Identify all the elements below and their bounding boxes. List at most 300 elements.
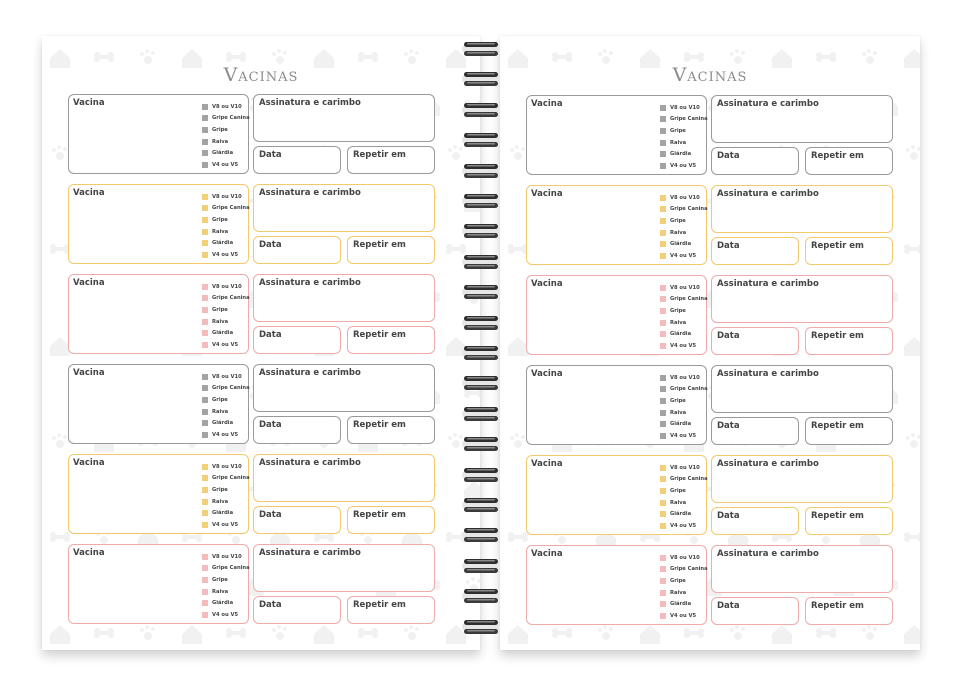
paw-icon	[404, 625, 419, 640]
vaccine-option[interactable]	[660, 587, 708, 599]
signature-field[interactable]	[253, 274, 435, 322]
date-field[interactable]	[253, 506, 341, 534]
page-title: Vacinas	[223, 64, 299, 86]
option-label: Gripe	[670, 127, 686, 134]
option-checkbox[interactable]	[202, 409, 208, 415]
spiral-ring-icon	[461, 222, 501, 240]
vaccine-option[interactable]	[660, 294, 708, 306]
option-label: V4 ou V5	[670, 342, 697, 349]
date-label: Data	[259, 330, 282, 340]
option-label: Raiva	[670, 229, 687, 236]
repeat-field[interactable]	[347, 146, 435, 174]
option-checkbox[interactable]	[660, 285, 666, 291]
vaccine-field[interactable]	[68, 544, 249, 624]
option-checkbox[interactable]	[202, 217, 208, 223]
vaccine-option[interactable]	[202, 113, 250, 125]
vaccine-option[interactable]	[202, 339, 250, 351]
signature-field[interactable]	[711, 185, 893, 233]
vaccine-option[interactable]	[202, 507, 250, 519]
repeat-field[interactable]	[347, 236, 435, 264]
spiral-binding	[461, 40, 501, 648]
option-checkbox[interactable]	[202, 139, 208, 145]
date-label: Data	[259, 420, 282, 430]
vaccine-option[interactable]	[202, 136, 250, 148]
vaccine-option[interactable]	[660, 102, 708, 114]
option-checkbox[interactable]	[202, 205, 208, 211]
vaccine-option[interactable]	[660, 575, 708, 587]
option-checkbox[interactable]	[202, 115, 208, 121]
option-checkbox[interactable]	[660, 206, 666, 212]
option-checkbox[interactable]	[660, 343, 666, 349]
option-checkbox[interactable]	[660, 195, 666, 201]
option-checkbox[interactable]	[202, 240, 208, 246]
signature-field[interactable]	[253, 94, 435, 142]
option-label: Gripe Canina	[670, 386, 708, 393]
option-checkbox[interactable]	[202, 589, 208, 595]
vaccine-label: Vacina	[73, 98, 105, 108]
option-label: Gripe Canina	[670, 296, 708, 303]
vaccine-option[interactable]	[660, 238, 708, 250]
vaccine-option[interactable]	[660, 192, 708, 204]
vaccine-option[interactable]	[660, 462, 708, 474]
vaccine-label: Vacina	[73, 188, 105, 198]
option-checkbox[interactable]	[202, 342, 208, 348]
option-checkbox[interactable]	[202, 510, 208, 516]
vaccine-option[interactable]	[202, 124, 250, 136]
bone-icon	[358, 52, 378, 62]
signature-label: Assinatura e carimbo	[717, 549, 819, 559]
option-checkbox[interactable]	[202, 554, 208, 560]
page-title: Vacinas	[672, 64, 748, 86]
date-label: Data	[717, 151, 740, 161]
spiral-ring-icon	[461, 40, 501, 58]
option-label: Giárdia	[212, 510, 234, 517]
vaccine-options	[660, 372, 708, 442]
vaccine-option[interactable]	[660, 520, 708, 532]
vaccine-option[interactable]	[660, 598, 708, 610]
option-label: Gripe	[670, 577, 686, 584]
vaccine-option[interactable]	[660, 485, 708, 497]
option-checkbox[interactable]	[660, 308, 666, 314]
option-checkbox[interactable]	[202, 385, 208, 391]
vaccine-option[interactable]	[202, 394, 250, 406]
option-checkbox[interactable]	[660, 566, 666, 572]
option-checkbox[interactable]	[202, 104, 208, 110]
date-field[interactable]	[253, 416, 341, 444]
paw-icon	[906, 433, 920, 448]
vaccine-option[interactable]	[202, 281, 250, 293]
repeat-label: Repetir em	[811, 421, 864, 431]
repeat-field[interactable]	[805, 147, 893, 175]
option-checkbox[interactable]	[202, 150, 208, 156]
date-field[interactable]	[711, 417, 799, 445]
option-label: Raiva	[212, 588, 229, 595]
option-label: Giárdia	[212, 420, 234, 427]
option-checkbox[interactable]	[202, 307, 208, 313]
vaccine-field[interactable]	[68, 94, 249, 174]
vaccine-option[interactable]	[660, 430, 708, 442]
vaccine-field[interactable]	[526, 545, 707, 625]
option-checkbox[interactable]	[660, 500, 666, 506]
option-label: Raiva	[212, 408, 229, 415]
vaccine-option[interactable]	[660, 328, 708, 340]
vaccine-option[interactable]	[660, 384, 708, 396]
paw-icon	[598, 625, 613, 640]
option-label: Gripe	[670, 397, 686, 404]
repeat-field[interactable]	[805, 237, 893, 265]
vaccine-option[interactable]	[202, 191, 250, 203]
vaccine-option[interactable]	[660, 305, 708, 317]
repeat-field[interactable]	[805, 507, 893, 535]
option-checkbox[interactable]	[660, 590, 666, 596]
signature-label: Assinatura e carimbo	[717, 369, 819, 379]
option-label: Giárdia	[670, 331, 692, 338]
option-checkbox[interactable]	[660, 410, 666, 416]
vaccine-field[interactable]	[526, 455, 707, 535]
option-checkbox[interactable]	[202, 127, 208, 133]
vaccine-option[interactable]	[660, 215, 708, 227]
spiral-ring-icon	[461, 618, 501, 636]
paw-icon	[404, 49, 419, 64]
option-checkbox[interactable]	[660, 555, 666, 561]
date-field[interactable]	[711, 237, 799, 265]
paw-icon	[730, 49, 745, 64]
vaccine-option[interactable]	[660, 497, 708, 509]
option-label: V4 ou V5	[212, 431, 239, 438]
repeat-field[interactable]	[347, 416, 435, 444]
bone-icon	[904, 532, 920, 542]
repeat-field[interactable]	[347, 506, 435, 534]
left-page	[42, 36, 480, 650]
vaccine-option[interactable]	[202, 519, 250, 531]
vaccine-option[interactable]	[202, 563, 250, 575]
vaccine-option[interactable]	[202, 586, 250, 598]
paw-icon	[730, 625, 745, 640]
vaccine-option[interactable]	[202, 551, 250, 563]
vaccine-option[interactable]	[660, 125, 708, 137]
option-checkbox[interactable]	[202, 420, 208, 426]
option-label: V8 ou V10	[670, 554, 700, 561]
option-checkbox[interactable]	[202, 600, 208, 606]
vaccine-label: Vacina	[73, 368, 105, 378]
vaccine-options	[202, 371, 250, 441]
option-checkbox[interactable]	[660, 601, 666, 607]
option-checkbox[interactable]	[202, 229, 208, 235]
vaccine-option[interactable]	[202, 226, 250, 238]
vaccine-option[interactable]	[202, 293, 250, 305]
bone-icon	[50, 532, 70, 542]
paw-icon	[52, 433, 67, 448]
vaccine-option[interactable]	[202, 597, 250, 609]
option-checkbox[interactable]	[202, 487, 208, 493]
option-label: Gripe	[212, 486, 228, 493]
signature-field[interactable]	[711, 365, 893, 413]
signature-field[interactable]	[711, 545, 893, 593]
vaccine-option[interactable]	[660, 474, 708, 486]
vaccine-field[interactable]	[526, 185, 707, 265]
vaccine-field[interactable]	[526, 365, 707, 445]
paw-icon	[862, 625, 877, 640]
date-field[interactable]	[711, 327, 799, 355]
vaccine-field[interactable]	[526, 95, 707, 175]
repeat-label: Repetir em	[353, 600, 406, 610]
vaccine-option[interactable]	[202, 484, 250, 496]
spiral-ring-icon	[461, 253, 501, 271]
option-checkbox[interactable]	[202, 162, 208, 168]
option-checkbox[interactable]	[660, 218, 666, 224]
vaccine-option[interactable]	[660, 564, 708, 576]
option-checkbox[interactable]	[660, 398, 666, 404]
repeat-field[interactable]	[347, 326, 435, 354]
vaccine-option[interactable]	[660, 407, 708, 419]
repeat-label: Repetir em	[811, 331, 864, 341]
date-field[interactable]	[711, 597, 799, 625]
repeat-field[interactable]	[805, 327, 893, 355]
option-checkbox[interactable]	[202, 464, 208, 470]
option-label: V8 ou V10	[212, 193, 242, 200]
option-checkbox[interactable]	[660, 128, 666, 134]
vaccine-option[interactable]	[202, 461, 250, 473]
date-label: Data	[259, 510, 282, 520]
vaccine-option[interactable]	[660, 148, 708, 160]
vaccine-option[interactable]	[202, 327, 250, 339]
option-checkbox[interactable]	[202, 397, 208, 403]
vaccine-option[interactable]	[202, 496, 250, 508]
date-label: Data	[717, 511, 740, 521]
option-checkbox[interactable]	[202, 475, 208, 481]
option-checkbox[interactable]	[660, 465, 666, 471]
spiral-ring-icon	[461, 466, 501, 484]
option-checkbox[interactable]	[660, 296, 666, 302]
paw-icon	[272, 625, 287, 640]
option-checkbox[interactable]	[660, 105, 666, 111]
spiral-ring-icon	[461, 101, 501, 119]
doghouse-icon	[508, 625, 528, 644]
vaccine-option[interactable]	[202, 371, 250, 383]
option-checkbox[interactable]	[202, 284, 208, 290]
vaccine-field[interactable]	[68, 274, 249, 354]
vaccine-option[interactable]	[660, 610, 708, 622]
doghouse-icon	[50, 337, 70, 356]
vaccine-option[interactable]	[660, 282, 708, 294]
signature-label: Assinatura e carimbo	[717, 189, 819, 199]
signature-label: Assinatura e carimbo	[717, 99, 819, 109]
option-label: V4 ou V5	[212, 251, 239, 258]
option-checkbox[interactable]	[202, 499, 208, 505]
option-label: Gripe	[670, 487, 686, 494]
option-checkbox[interactable]	[660, 421, 666, 427]
vaccine-option[interactable]	[202, 159, 250, 171]
vaccine-field[interactable]	[526, 275, 707, 355]
repeat-field[interactable]	[805, 417, 893, 445]
option-checkbox[interactable]	[660, 476, 666, 482]
paw-icon	[140, 49, 155, 64]
vaccine-option[interactable]	[202, 417, 250, 429]
option-checkbox[interactable]	[202, 319, 208, 325]
vaccine-option[interactable]	[202, 203, 250, 215]
signature-label: Assinatura e carimbo	[717, 279, 819, 289]
option-checkbox[interactable]	[202, 374, 208, 380]
option-label: Giárdia	[212, 600, 234, 607]
date-field[interactable]	[711, 147, 799, 175]
vaccine-option[interactable]	[660, 227, 708, 239]
signature-field[interactable]	[711, 275, 893, 323]
option-label: Raiva	[670, 139, 687, 146]
option-checkbox[interactable]	[660, 433, 666, 439]
vaccine-option[interactable]	[660, 372, 708, 384]
option-checkbox[interactable]	[660, 320, 666, 326]
option-checkbox[interactable]	[660, 241, 666, 247]
option-checkbox[interactable]	[202, 194, 208, 200]
signature-field[interactable]	[711, 95, 893, 143]
signature-field[interactable]	[253, 364, 435, 412]
vaccine-option[interactable]	[660, 317, 708, 329]
option-label: V8 ou V10	[212, 103, 242, 110]
option-label: Giárdia	[670, 511, 692, 518]
vaccine-option[interactable]	[202, 473, 250, 485]
option-label: V8 ou V10	[670, 374, 700, 381]
paw-icon	[862, 49, 877, 64]
vaccine-option[interactable]	[202, 406, 250, 418]
vaccine-option[interactable]	[202, 249, 250, 261]
vaccine-option[interactable]	[660, 340, 708, 352]
signature-field[interactable]	[711, 455, 893, 503]
vaccine-field[interactable]	[68, 454, 249, 534]
spiral-ring-icon	[461, 405, 501, 423]
option-label: Gripe Canina	[670, 116, 708, 123]
option-label: V4 ou V5	[670, 252, 697, 259]
doghouse-icon	[508, 337, 528, 356]
spiral-ring-icon	[461, 557, 501, 575]
vaccine-option[interactable]	[202, 609, 250, 621]
vaccine-option[interactable]	[202, 574, 250, 586]
option-checkbox[interactable]	[660, 253, 666, 259]
option-label: V4 ou V5	[670, 612, 697, 619]
vaccine-field[interactable]	[68, 364, 249, 444]
option-checkbox[interactable]	[202, 577, 208, 583]
option-checkbox[interactable]	[202, 295, 208, 301]
bone-icon	[358, 628, 378, 638]
option-checkbox[interactable]	[202, 252, 208, 258]
option-checkbox[interactable]	[660, 331, 666, 337]
option-checkbox[interactable]	[660, 163, 666, 169]
vaccine-option[interactable]	[660, 137, 708, 149]
option-checkbox[interactable]	[202, 432, 208, 438]
signature-field[interactable]	[253, 454, 435, 502]
option-checkbox[interactable]	[202, 522, 208, 528]
option-checkbox[interactable]	[660, 386, 666, 392]
vaccine-options	[202, 551, 250, 621]
vaccine-option[interactable]	[660, 418, 708, 430]
doghouse-icon	[904, 337, 920, 356]
option-checkbox[interactable]	[660, 140, 666, 146]
date-label: Data	[717, 421, 740, 431]
vaccine-option[interactable]	[202, 147, 250, 159]
vaccine-option[interactable]	[660, 160, 708, 172]
option-label: V8 ou V10	[212, 283, 242, 290]
vaccine-option[interactable]	[202, 237, 250, 249]
vaccine-option[interactable]	[202, 383, 250, 395]
vaccine-option[interactable]	[660, 204, 708, 216]
date-field[interactable]	[711, 507, 799, 535]
vaccine-option[interactable]	[202, 316, 250, 328]
vaccine-label: Vacina	[531, 99, 563, 109]
option-checkbox[interactable]	[660, 151, 666, 157]
bone-icon	[904, 244, 920, 254]
option-label: Raiva	[212, 138, 229, 145]
vaccine-option[interactable]	[660, 552, 708, 564]
option-label: V4 ou V5	[212, 341, 239, 348]
date-field[interactable]	[253, 596, 341, 624]
option-checkbox[interactable]	[660, 116, 666, 122]
option-checkbox[interactable]	[660, 578, 666, 584]
vaccine-option[interactable]	[660, 250, 708, 262]
option-label: V4 ou V5	[670, 162, 697, 169]
vaccine-label: Vacina	[531, 549, 563, 559]
option-checkbox[interactable]	[660, 488, 666, 494]
option-checkbox[interactable]	[660, 230, 666, 236]
spiral-ring-icon	[461, 435, 501, 453]
option-checkbox[interactable]	[202, 330, 208, 336]
date-field[interactable]	[253, 236, 341, 264]
vaccine-option[interactable]	[202, 304, 250, 316]
bone-icon	[226, 52, 246, 62]
date-field[interactable]	[253, 146, 341, 174]
doghouse-icon	[772, 625, 792, 644]
signature-field[interactable]	[253, 184, 435, 232]
repeat-label: Repetir em	[353, 150, 406, 160]
vaccine-option[interactable]	[202, 214, 250, 226]
signature-field[interactable]	[253, 544, 435, 592]
vaccine-option[interactable]	[660, 508, 708, 520]
vaccine-field[interactable]	[68, 184, 249, 264]
option-checkbox[interactable]	[660, 511, 666, 517]
repeat-label: Repetir em	[811, 241, 864, 251]
date-field[interactable]	[253, 326, 341, 354]
option-checkbox[interactable]	[660, 523, 666, 529]
option-checkbox[interactable]	[660, 375, 666, 381]
repeat-label: Repetir em	[811, 601, 864, 611]
spiral-ring-icon	[461, 162, 501, 180]
vaccine-label: Vacina	[531, 279, 563, 289]
repeat-field[interactable]	[805, 597, 893, 625]
option-checkbox[interactable]	[660, 613, 666, 619]
vaccine-options	[660, 192, 708, 262]
option-label: Gripe Canina	[670, 476, 708, 483]
option-label: Gripe Canina	[212, 115, 250, 122]
repeat-label: Repetir em	[811, 151, 864, 161]
vaccine-options	[660, 462, 708, 532]
signature-label: Assinatura e carimbo	[259, 98, 361, 108]
spiral-ring-icon	[461, 70, 501, 88]
bone-icon	[94, 628, 114, 638]
option-label: Giárdia	[212, 240, 234, 247]
signature-label: Assinatura e carimbo	[717, 459, 819, 469]
vaccine-option[interactable]	[660, 114, 708, 126]
vaccine-option[interactable]	[202, 101, 250, 113]
bone-icon	[50, 244, 70, 254]
vaccine-label: Vacina	[531, 189, 563, 199]
repeat-field[interactable]	[347, 596, 435, 624]
paw-icon	[52, 145, 67, 160]
vaccine-option[interactable]	[660, 395, 708, 407]
option-checkbox[interactable]	[202, 612, 208, 618]
option-checkbox[interactable]	[202, 565, 208, 571]
signature-label: Assinatura e carimbo	[259, 458, 361, 468]
vaccine-option[interactable]	[202, 429, 250, 441]
option-label: Raiva	[212, 498, 229, 505]
option-label: Raiva	[670, 319, 687, 326]
